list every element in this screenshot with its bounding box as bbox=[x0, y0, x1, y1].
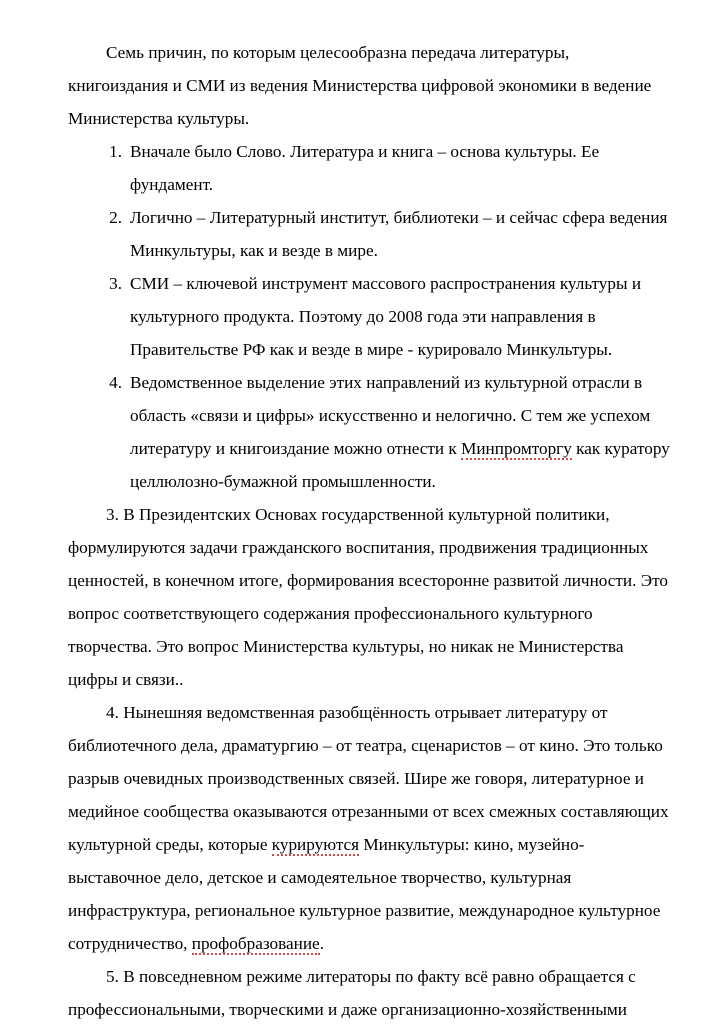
spelling-error-kuriruyutsya: курируются bbox=[271, 835, 360, 855]
numbered-list bbox=[68, 135, 671, 498]
spelling-error-profobrazovanie: профобразование bbox=[191, 934, 320, 954]
list-item-number: 4. bbox=[109, 373, 122, 393]
list-item-number: 3. bbox=[109, 274, 122, 294]
list-item-text: СМИ – ключевой инструмент массового распространения культуры и культурного продукта. Поэтому до 2008 года эти направления в Правительстве РФ как и везде в мире - курировало Минкультуры. bbox=[130, 274, 642, 360]
paragraph-3: 3. В Президентских Основах государственной культурной политики, формулируются задачи гражданского воспитания, продвижения традиционных ценностей, в конечном итоге, формирования всесторонне развитой личности. Это вопрос соответствующего содержания профессионального культурного творчества. Это вопрос Министерства культуры, но никак не Министерства цифры и связи.. bbox=[68, 505, 668, 690]
paragraph-4-part1: 4. Нынешняя ведомственная разобщённость отрывает литературу от библиотечного дела, драматургию – от театра, сценаристов – от кино. Это только разрыв очевидных производственных связей. Шире же говоря, литературное и медийное сообщества оказываются отрезанными от всех смежных составляющих культурной среды, которые bbox=[68, 703, 669, 855]
list-item-text: Логично – Литературный институт, библиотеки – и сейчас сфера ведения Минкультуры, как и везде в мире. bbox=[130, 208, 668, 261]
paragraph-4-part2: Минкультуры: кино, музейно-выставочное дело, детское и самодеятельное творчество, культурная инфраструктура, региональное культурное развитие, международное культурное сотрудничество, bbox=[68, 835, 661, 954]
list-item-text: Вначале было Слово. Литература и книга – основа культуры. Ее фундамент. bbox=[130, 142, 600, 195]
list-item-text-part2: как куратору целлюлозно-бумажной промышленности. bbox=[130, 439, 670, 492]
intro-paragraph: Семь причин, по которым целесообразна передача литературы, книгоиздания и СМИ из ведения Министерства цифровой экономики в ведение Министерства культуры. bbox=[68, 43, 652, 129]
paragraph-5: 5. В повседневном режиме литераторы по факту всё равно обращается с профессиональными, творческими и даже организационно-хозяйственными bbox=[68, 967, 636, 1020]
paragraph-4-part3: . bbox=[319, 934, 324, 954]
list-item bbox=[68, 201, 671, 267]
list-item-text-part1: Ведомственное выделение этих направлений из культурной отрасли в область «связи и цифры» искусственно и нелогично. С тем же успехом литературу и книгоиздание можно отнести к bbox=[130, 373, 651, 459]
list-item-number: 2. bbox=[109, 208, 122, 228]
list-item bbox=[68, 135, 671, 201]
spelling-error-minpromtorgu: Минпромторгу bbox=[461, 439, 572, 459]
list-item-number: 1. bbox=[109, 142, 122, 162]
paragraph-4 bbox=[68, 696, 671, 960]
list-item bbox=[68, 267, 671, 366]
document-body bbox=[68, 36, 671, 1026]
list-item bbox=[68, 366, 671, 498]
